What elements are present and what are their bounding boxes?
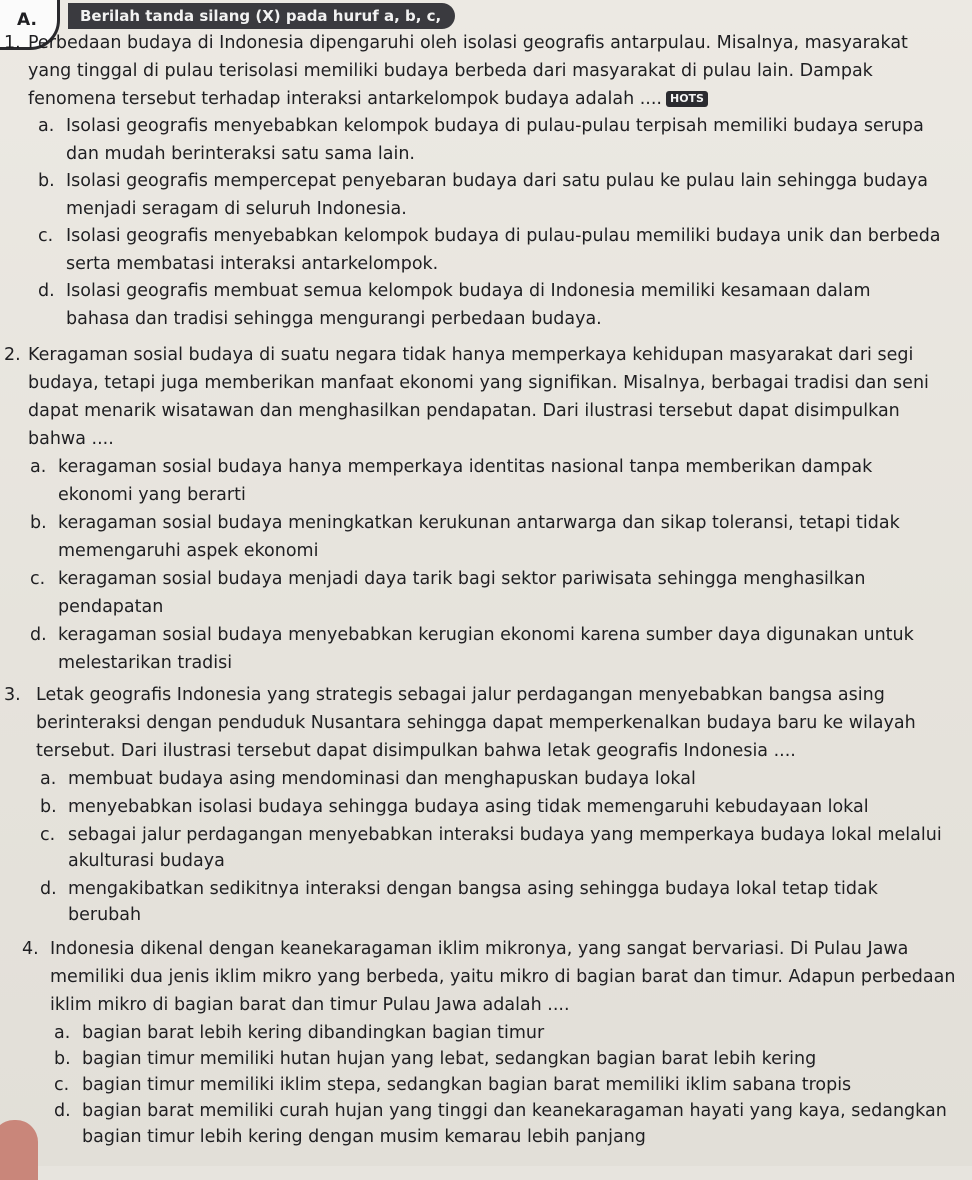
question-stem-line: Indonesia dikenal dengan keanekaragaman iklim mikronya, yang sangat bervariasi. Di Pulau Jawa xyxy=(50,939,909,959)
option-text: menjadi seragam di seluruh Indonesia. xyxy=(66,199,407,219)
option-letter[interactable]: a. xyxy=(40,769,57,789)
question-stem-line: Perbedaan budaya di Indonesia dipengaruhi oleh isolasi geografis antarpulau. Misalnya, masyarakat xyxy=(28,33,908,53)
question-stem-line: yang tinggal di pulau terisolasi memiliki budaya berbeda dari masyarakat di pulau lain. Dampak xyxy=(28,61,873,81)
option-text: berubah xyxy=(68,905,142,925)
option-letter[interactable]: a. xyxy=(30,457,47,477)
option-text: mengakibatkan sedikitnya interaksi dengan bangsa asing sehingga budaya lokal tetap tidak xyxy=(68,879,878,899)
question-stem-line: memiliki dua jenis iklim mikro yang berbeda, yaitu mikro di bagian barat dan timur. Adapun perbedaan xyxy=(50,967,956,987)
question-stem-line: berinteraksi dengan penduduk Nusantara sehingga dapat memperkenalkan budaya baru ke wilayah xyxy=(36,713,916,733)
option-letter[interactable]: b. xyxy=(40,797,57,817)
question-stem-text: fenomena tersebut terhadap interaksi antarkelompok budaya adalah .... xyxy=(28,89,662,109)
option-text: serta membatasi interaksi antarkelompok. xyxy=(66,254,439,274)
question-stem-line: dapat menarik wisatawan dan menghasilkan pendapatan. Dari ilustrasi tersebut dapat disimpulkan xyxy=(28,401,900,421)
option-text: bagian barat lebih kering dibandingkan bagian timur xyxy=(82,1023,545,1043)
option-text: akulturasi budaya xyxy=(68,851,225,871)
option-text: bagian timur memiliki hutan hujan yang lebat, sedangkan bagian barat lebih kering xyxy=(82,1049,817,1069)
option-text: bagian timur memiliki iklim stepa, sedangkan bagian barat memiliki iklim sabana tropis xyxy=(82,1075,852,1095)
question-stem-line: bahwa .... xyxy=(28,429,114,449)
option-letter[interactable]: b. xyxy=(38,171,55,191)
option-text: bagian barat memiliki curah hujan yang tinggi dan keanekaragaman hayati yang kaya, sedangkan xyxy=(82,1101,947,1121)
option-text: bahasa dan tradisi sehingga mengurangi perbedaan budaya. xyxy=(66,309,602,329)
option-letter[interactable]: c. xyxy=(54,1075,70,1095)
option-letter[interactable]: d. xyxy=(40,879,57,899)
option-text: ekonomi yang berarti xyxy=(58,485,246,505)
question-stem-line: Keragaman sosial budaya di suatu negara tidak hanya memperkaya kehidupan masyarakat dari segi xyxy=(28,345,914,365)
question-number: 4. xyxy=(22,939,39,959)
option-letter[interactable]: a. xyxy=(38,116,55,136)
question-stem-line xyxy=(28,86,708,112)
question-number: 1. xyxy=(4,33,21,53)
option-text: pendapatan xyxy=(58,597,164,617)
option-text: Isolasi geografis membuat semua kelompok budaya di Indonesia memiliki kesamaan dalam xyxy=(66,281,871,301)
option-letter[interactable]: a. xyxy=(54,1023,71,1043)
option-text: menyebabkan isolasi budaya sehingga budaya asing tidak memengaruhi kebudayaan lokal xyxy=(68,797,869,817)
option-letter[interactable]: b. xyxy=(54,1049,71,1069)
question-stem-line: Letak geografis Indonesia yang strategis sebagai jalur perdagangan menyebabkan bangsa asing xyxy=(36,685,885,705)
option-text: sebagai jalur perdagangan menyebabkan interaksi budaya yang memperkaya budaya lokal melalui xyxy=(68,825,942,845)
option-letter[interactable]: c. xyxy=(40,825,56,845)
question-stem-line: iklim mikro di bagian barat dan timur Pulau Jawa adalah .... xyxy=(50,995,570,1015)
option-letter[interactable]: c. xyxy=(38,226,54,246)
question-stem-line: budaya, tetapi juga memberikan manfaat ekonomi yang signifikan. Misalnya, berbagai tradisi dan seni xyxy=(28,373,929,393)
thumb-photo-artifact xyxy=(0,1120,38,1180)
question-number: 2. xyxy=(4,345,21,365)
option-text: bagian timur lebih kering dengan musim kemarau lebih panjang xyxy=(82,1127,646,1147)
option-letter[interactable]: d. xyxy=(54,1101,71,1121)
option-text: keragaman sosial budaya menjadi daya tarik bagi sektor pariwisata sehingga menghasilkan xyxy=(58,569,866,589)
option-text: Isolasi geografis menyebabkan kelompok budaya di pulau-pulau terpisah memiliki budaya serupa xyxy=(66,116,924,136)
option-text: keragaman sosial budaya meningkatkan kerukunan antarwarga dan sikap toleransi, tetapi tidak xyxy=(58,513,900,533)
hots-badge: HOTS xyxy=(666,91,708,107)
question-stem-line: tersebut. Dari ilustrasi tersebut dapat disimpulkan bahwa letak geografis Indonesia .... xyxy=(36,741,796,761)
question-number: 3. xyxy=(4,685,21,705)
option-letter[interactable]: b. xyxy=(30,513,47,533)
option-text: membuat budaya asing mendominasi dan menghapuskan budaya lokal xyxy=(68,769,696,789)
section-badge: A. xyxy=(0,0,60,50)
option-text: keragaman sosial budaya menyebabkan kerugian ekonomi karena sumber daya digunakan untuk xyxy=(58,625,914,645)
option-text: keragaman sosial budaya hanya memperkaya identitas nasional tanpa memberikan dampak xyxy=(58,457,873,477)
option-letter[interactable]: c. xyxy=(30,569,46,589)
option-text: Isolasi geografis menyebabkan kelompok budaya di pulau-pulau memiliki budaya unik dan berbeda xyxy=(66,226,941,246)
option-text: dan mudah berinteraksi satu sama lain. xyxy=(66,144,415,164)
option-text: melestarikan tradisi xyxy=(58,653,233,673)
option-letter[interactable]: d. xyxy=(38,281,55,301)
option-letter[interactable]: d. xyxy=(30,625,47,645)
option-text: memengaruhi aspek ekonomi xyxy=(58,541,319,561)
option-text: Isolasi geografis mempercepat penyebaran budaya dari satu pulau ke pulau lain sehingga budaya xyxy=(66,171,928,191)
section-instruction: Berilah tanda silang (X) pada huruf a, b, c, xyxy=(68,3,455,29)
